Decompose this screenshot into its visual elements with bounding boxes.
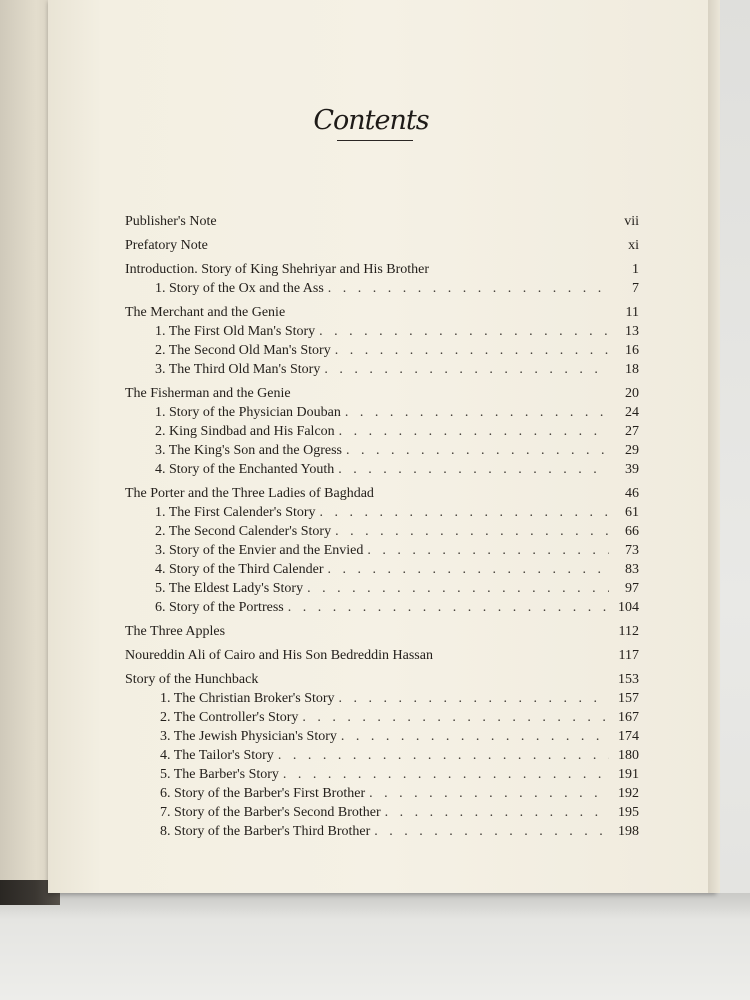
page-number: 11 xyxy=(625,305,639,320)
entry-title: 1. The First Old Man's Story xyxy=(155,324,316,339)
page-number: 117 xyxy=(618,648,639,663)
toc-entry xyxy=(125,303,639,322)
dot-leader xyxy=(328,560,610,579)
dot-leader xyxy=(288,598,609,617)
page-number: 73 xyxy=(625,543,639,558)
entry-title: 2. The Second Calender's Story xyxy=(155,524,332,539)
page-number: 61 xyxy=(625,505,639,520)
toc-subentry xyxy=(125,360,639,379)
dot-leader xyxy=(339,422,609,441)
entry-title: 1. The First Calender's Story xyxy=(155,505,316,520)
toc-subentry xyxy=(125,560,639,579)
page-number: 16 xyxy=(625,343,639,358)
toc-entry xyxy=(125,260,639,279)
toc-subentry xyxy=(125,689,639,708)
toc-entry xyxy=(125,646,639,665)
toc-subentry xyxy=(125,746,639,765)
dot-leader xyxy=(369,784,609,803)
page-number: xi xyxy=(628,238,639,253)
dot-leader xyxy=(328,279,609,298)
page-number: 195 xyxy=(618,805,639,820)
toc-entry xyxy=(125,484,639,503)
page-number: 46 xyxy=(625,486,639,501)
page-number: 153 xyxy=(618,672,639,687)
entry-title: Noureddin Ali of Cairo and His Son Bedreddin Hassan xyxy=(125,648,433,663)
page-number: 39 xyxy=(625,462,639,477)
toc-subentry xyxy=(125,403,639,422)
entry-title: Prefatory Note xyxy=(125,238,208,253)
page-title: Contents xyxy=(313,105,429,136)
table-of-contents xyxy=(125,212,639,841)
page-number: 174 xyxy=(618,729,639,744)
toc-subentry xyxy=(125,503,639,522)
toc-subentry xyxy=(125,460,639,479)
entry-title: 1. Story of the Ox and the Ass xyxy=(155,281,324,296)
toc-entry xyxy=(125,212,639,231)
entry-title: 1. The Christian Broker's Story xyxy=(160,691,335,706)
entry-title: Publisher's Note xyxy=(125,214,217,229)
dot-leader xyxy=(345,403,609,422)
page-number: 18 xyxy=(625,362,639,377)
entry-title: 4. Story of the Enchanted Youth xyxy=(155,462,335,477)
dot-leader xyxy=(335,341,609,360)
page-number: 104 xyxy=(618,600,639,615)
page-number: 20 xyxy=(625,386,639,401)
dot-leader xyxy=(335,522,609,541)
toc-entry xyxy=(125,384,639,403)
page-number: 180 xyxy=(618,748,639,763)
dot-leader xyxy=(339,689,609,708)
entry-title: The Merchant and the Genie xyxy=(125,305,286,320)
entry-title: 2. The Second Old Man's Story xyxy=(155,343,331,358)
page-number: vii xyxy=(624,214,639,229)
toc-subentry xyxy=(125,522,639,541)
entry-title: 2. King Sindbad and His Falcon xyxy=(155,424,335,439)
table-surface xyxy=(0,893,750,1000)
dot-leader xyxy=(367,541,609,560)
dot-leader xyxy=(385,803,609,822)
dot-leader xyxy=(307,579,609,598)
entry-title: 3. The Jewish Physician's Story xyxy=(160,729,337,744)
page-number: 167 xyxy=(618,710,639,725)
toc-subentry xyxy=(125,322,639,341)
page-number: 13 xyxy=(625,324,639,339)
toc-subentry xyxy=(125,765,639,784)
page-number: 24 xyxy=(625,405,639,420)
page-number: 192 xyxy=(618,786,639,801)
entry-title: 4. Story of the Third Calender xyxy=(155,562,324,577)
toc-subentry xyxy=(125,822,639,841)
dot-leader xyxy=(341,727,609,746)
entry-title: The Fisherman and the Genie xyxy=(125,386,291,401)
toc-subentry xyxy=(125,579,639,598)
dot-leader xyxy=(338,460,609,479)
page-number: 7 xyxy=(632,281,639,296)
entry-title: 3. The King's Son and the Ogress xyxy=(155,443,342,458)
toc-subentry xyxy=(125,341,639,360)
page-number: 27 xyxy=(625,424,639,439)
toc-subentry xyxy=(125,727,639,746)
page-number: 29 xyxy=(625,443,639,458)
dot-leader xyxy=(374,822,609,841)
dot-leader xyxy=(319,322,609,341)
entry-title: Story of the Hunchback xyxy=(125,672,259,687)
entry-title: The Porter and the Three Ladies of Baghdad xyxy=(125,486,374,501)
dot-leader xyxy=(302,708,609,727)
entry-title: 3. The Third Old Man's Story xyxy=(155,362,321,377)
page-number: 1 xyxy=(632,262,639,277)
page-number: 112 xyxy=(618,624,639,639)
toc-subentry xyxy=(125,541,639,560)
page-number: 198 xyxy=(618,824,639,839)
page-number: 83 xyxy=(625,562,639,577)
entry-title: 5. The Barber's Story xyxy=(160,767,279,782)
page-number: 66 xyxy=(625,524,639,539)
toc-entry xyxy=(125,236,639,255)
toc-entry xyxy=(125,622,639,641)
entry-title: Introduction. Story of King Shehriyar and His Brother xyxy=(125,262,430,277)
entry-title: 2. The Controller's Story xyxy=(160,710,299,725)
page-number: 157 xyxy=(618,691,639,706)
dot-leader xyxy=(346,441,609,460)
toc-subentry xyxy=(125,598,639,617)
toc-subentry xyxy=(125,441,639,460)
dot-leader xyxy=(283,765,609,784)
entry-title: 8. Story of the Barber's Third Brother xyxy=(160,824,371,839)
toc-subentry xyxy=(125,279,639,298)
entry-title: 7. Story of the Barber's Second Brother xyxy=(160,805,381,820)
entry-title: The Three Apples xyxy=(125,624,226,639)
entry-title: 6. Story of the Barber's First Brother xyxy=(160,786,366,801)
entry-title: 4. The Tailor's Story xyxy=(160,748,274,763)
dot-leader xyxy=(320,503,609,522)
dot-leader xyxy=(278,746,609,765)
toc-entry xyxy=(125,670,639,689)
toc-subentry xyxy=(125,708,639,727)
dot-leader xyxy=(324,360,609,379)
page-number: 191 xyxy=(618,767,639,782)
entry-title: 3. Story of the Envier and the Envied xyxy=(155,543,364,558)
toc-subentry xyxy=(125,784,639,803)
entry-title: 5. The Eldest Lady's Story xyxy=(155,581,304,596)
title-underline xyxy=(337,140,413,141)
entry-title: 6. Story of the Portress xyxy=(155,600,284,615)
toc-subentry xyxy=(125,803,639,822)
page-number: 97 xyxy=(625,581,639,596)
entry-title: 1. Story of the Physician Douban xyxy=(155,405,341,420)
toc-subentry xyxy=(125,422,639,441)
